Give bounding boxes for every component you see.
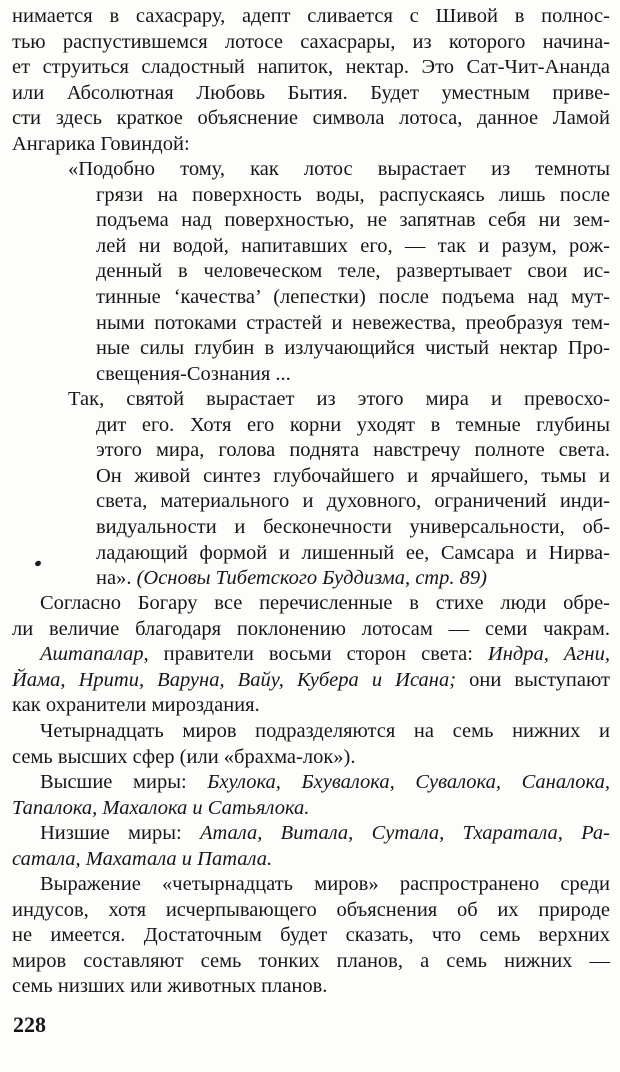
quote-line	[96, 566, 610, 592]
term: Аштапалар	[40, 643, 144, 665]
quote-line: денный в человеческом теле, развертывает свои ис-	[96, 260, 610, 283]
paragraph-fourteen-worlds	[0, 719, 620, 770]
quote-line: Он живой синтез глубочайшего и ярчайшего, тьмы и	[96, 464, 610, 487]
text-line: ет струиться сладостный напиток, нектар. Это Сат-Чит-Ананда	[12, 56, 610, 79]
quote-line: света, материального и духовного, ограничений инди-	[96, 490, 610, 513]
text-line: ли величие благодаря поклонению лотосам — семи чакрам.	[12, 617, 610, 640]
citation: (Основы Тибетского Буддизма, стр. 89)	[136, 567, 487, 590]
text-line: тью распустившемся лотосе сахасрары, из которого начина-	[12, 30, 610, 53]
label: Низшие миры:	[40, 822, 200, 844]
deity-names: Индра, Агни,	[487, 643, 610, 665]
paragraph-expression	[0, 872, 620, 1000]
text-run: , правители восьми сторон света:	[143, 643, 488, 665]
text-line: семь высших сфер (или «брахма-лок»).	[12, 745, 356, 768]
text-line	[12, 796, 610, 822]
paragraph-bogar	[0, 591, 620, 642]
text-line: Согласно Богару все перечисленные в стихе люди обре-	[40, 592, 610, 614]
text-run: они выступают	[456, 668, 610, 691]
quote-end-text: на».	[96, 567, 137, 590]
quote-line: ладающий формой и лишенный ее, Самсара и Нирва-	[96, 541, 610, 564]
text-line: Выражение «четырнадцать миров» распространено среди	[40, 873, 610, 895]
text-line: или Абсолютная Любовь Бытия. Будет уместным приве-	[12, 81, 610, 104]
quote-paragraph-2	[0, 387, 620, 592]
page-number: 228	[13, 1012, 46, 1037]
world-names: Бхулока, Бхувалока, Сувалока, Саналока,	[207, 771, 610, 793]
quote-line: свещения-Сознания ...	[96, 362, 291, 385]
text-line: нимается в сахасрару, адепт сливается с Шивой в полнос-	[12, 5, 610, 27]
world-names: сатала, Махатала и Патала.	[12, 847, 273, 870]
quote-line: грязи на поверхность воды, распускаясь лишь после	[96, 183, 610, 206]
text-line	[12, 847, 610, 873]
quote-line: ные силы глубин в излучающийся чистый нектар Про-	[96, 337, 610, 360]
text-line: не имеется. Достаточным будет сказать, что семь верхних	[12, 924, 610, 947]
quote-line: дит его. Хотя его корни уходят в темные глубины	[96, 413, 610, 436]
text-line	[40, 821, 610, 847]
quote-line: лей ни водой, напитавших его, — так и разум, рож-	[96, 234, 610, 257]
quote-line: подъема над поверхностью, не запятнав себя ни зем-	[96, 209, 610, 232]
world-names: Тапалока, Махалока и Сатьялока.	[12, 796, 310, 819]
label: Высшие миры:	[40, 771, 208, 793]
quote-line: тинные ‘качества’ (лепестки) после подъема над мут-	[96, 285, 610, 308]
paragraph-higher-worlds	[0, 770, 620, 821]
paragraph-1	[0, 4, 620, 158]
quote-line: Так, святой вырастает из этого мира и превосхо-	[68, 388, 610, 410]
paragraph-ashtapalar	[0, 642, 620, 719]
text-line: миров составляют семь тонких планов, а семь нижних —	[12, 949, 610, 972]
text-line	[40, 642, 610, 668]
text-line: Ангарика Говиндой:	[12, 132, 190, 155]
text-line: Четырнадцать миров подразделяются на семь нижних и	[40, 720, 610, 742]
paragraph-lower-worlds	[0, 821, 620, 872]
quote-line: «Подобно тому, как лотос вырастает из темноты	[68, 158, 610, 180]
quote-line: видуальности и бесконечности универсальности, об-	[96, 515, 610, 538]
text-line: как охранители мироздания.	[12, 694, 260, 717]
text-line: семь низших или животных планов.	[12, 975, 328, 998]
world-names: Атала, Витала, Сутала, Тхаратала, Ра-	[199, 822, 610, 844]
deity-names: Йама, Нрити, Варуна, Вайу, Кубера и Исана;	[12, 668, 457, 691]
text-line	[40, 770, 610, 796]
text-line: индусов, хотя исчерпывающего объяснения об их природе	[12, 898, 610, 921]
text-line: сти здесь краткое объяснение символа лотоса, данное Ламой	[12, 107, 610, 130]
text-line	[12, 668, 610, 694]
quote-paragraph-1	[0, 157, 620, 387]
quote-line: ными потоками страстей и невежества, преобразуя тем-	[96, 311, 610, 334]
quote-line: этого мира, голова поднята навстречу полноте света.	[96, 439, 610, 462]
